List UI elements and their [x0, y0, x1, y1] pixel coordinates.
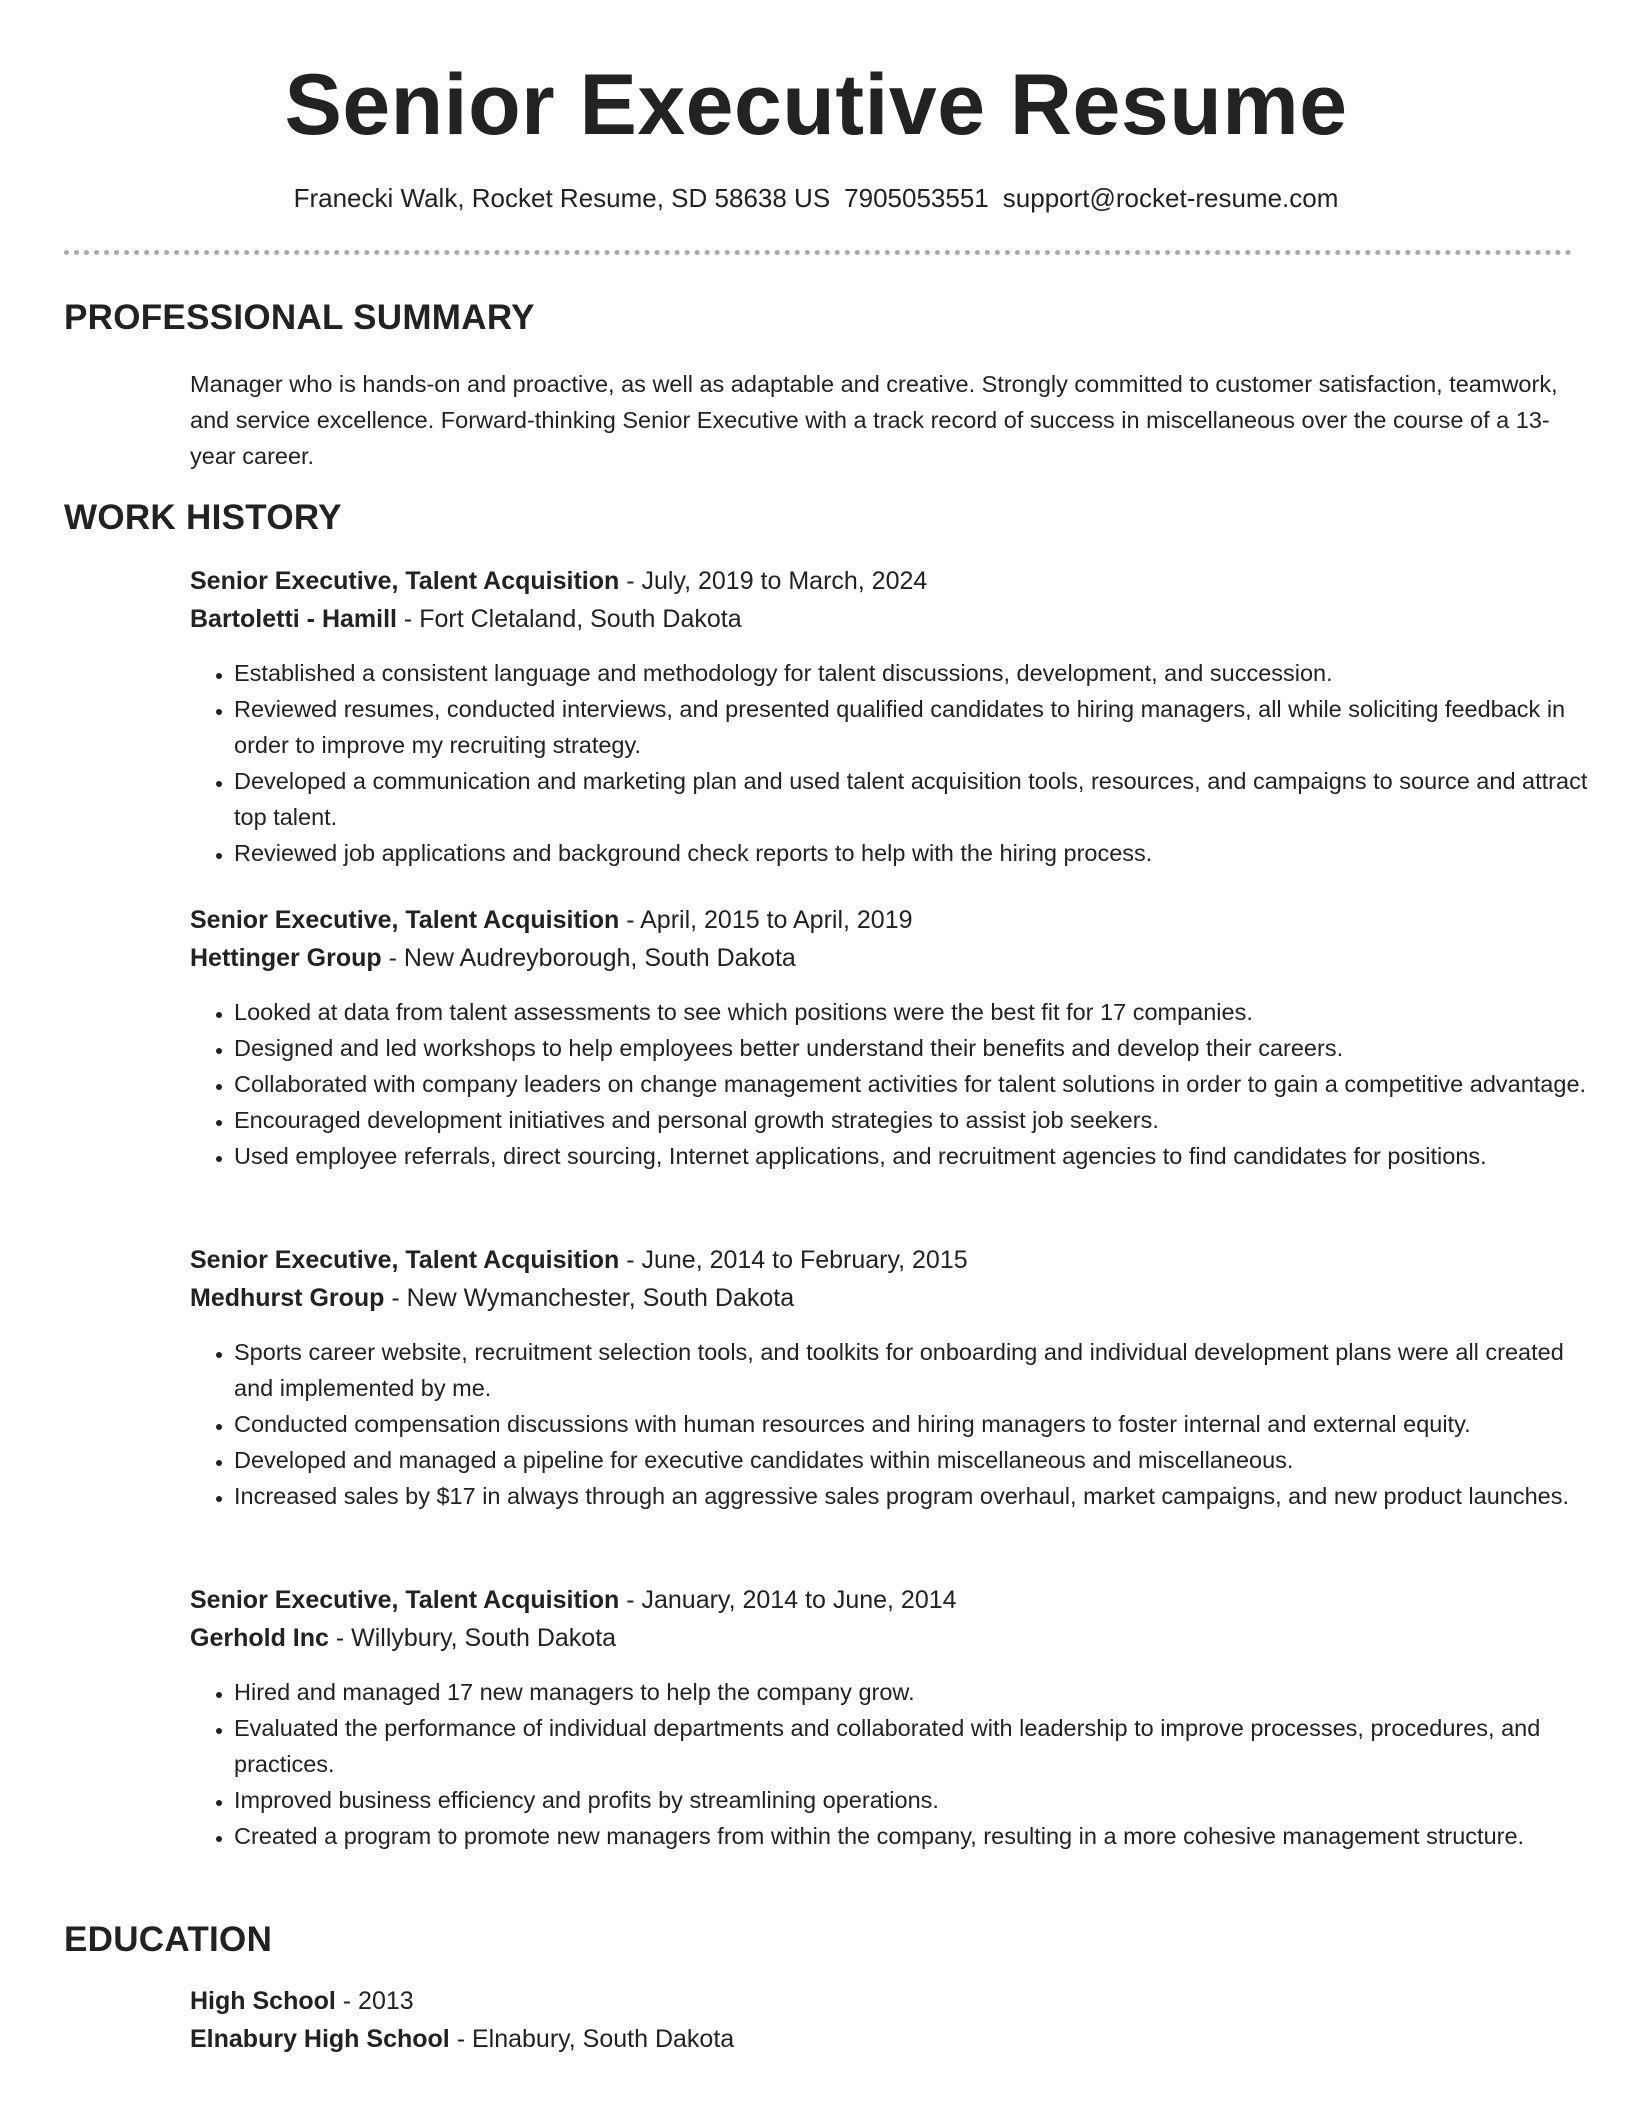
phone-text: 7905053551: [844, 183, 989, 213]
job-location: New Audreyborough, South Dakota: [403, 944, 796, 972]
job-bullet: • Reviewed resumes, conducted interviews, and presented qualified candidates to hiring managers, all while soliciting feedback in order to improve my recruiting strategy.: [234, 691, 1590, 763]
education-degree-line: High School - 2013: [190, 1987, 414, 2015]
job-bullet: • Used employee referrals, direct sourcing, Internet applications, and recruitment agencies to find candidates for positions.: [234, 1138, 1590, 1174]
job-bullet: • Conducted compensation discussions with human resources and hiring managers to foster internal and external equity.: [234, 1406, 1590, 1442]
job-dates: June, 2014 to February, 2015: [641, 1246, 968, 1274]
work-history-heading: WORK HISTORY: [64, 498, 342, 537]
job-dates: April, 2015 to April, 2019: [640, 906, 913, 934]
job-bullet: • Designed and led workshops to help employees better understand their benefits and develop their careers.: [234, 1030, 1590, 1066]
job-title-line: Senior Executive, Talent Acquisition - January, 2014 to June, 2014: [190, 1586, 957, 1614]
job-location: Fort Cletaland, South Dakota: [419, 605, 742, 633]
resume-title: Senior Executive Resume: [284, 57, 1348, 153]
job-role: Senior Executive, Talent Acquisition: [190, 1586, 620, 1614]
job-bullet: • Developed and managed a pipeline for executive candidates within miscellaneous and miscellaneous.: [234, 1442, 1590, 1478]
education-entry: [190, 1982, 1570, 2058]
contact-line: [0, 180, 1632, 216]
job-company: Medhurst Group: [190, 1284, 385, 1312]
job-bullet: • Created a program to promote new managers from within the company, resulting in a more cohesive management structure.: [234, 1818, 1590, 1854]
job-company-line: Hettinger Group - New Audreyborough, South Dakota: [190, 944, 796, 972]
job-bullets: [190, 1674, 1590, 1854]
job-bullet: • Collaborated with company leaders on change management activities for talent solutions in order to gain a competitive advantage.: [234, 1066, 1590, 1102]
job-company-line: Bartoletti - Hamill - Fort Cletaland, South Dakota: [190, 605, 742, 633]
job-bullet: • Reviewed job applications and background check reports to help with the hiring process.: [234, 835, 1590, 871]
job-title-line: Senior Executive, Talent Acquisition - April, 2015 to April, 2019: [190, 906, 913, 934]
job-entry: [190, 901, 1590, 1174]
job-location: New Wymanchester, South Dakota: [406, 1284, 795, 1312]
job-bullet: • Evaluated the performance of individual departments and collaborated with leadership to improve processes, procedures, and practices.: [234, 1710, 1590, 1782]
job-entry: [190, 562, 1590, 871]
job-role: Senior Executive, Talent Acquisition: [190, 906, 620, 934]
job-bullet: • Encouraged development initiatives and personal growth strategies to assist job seekers.: [234, 1102, 1590, 1138]
job-bullet: • Improved business efficiency and profits by streamlining operations.: [234, 1782, 1590, 1818]
job-company-line: Gerhold Inc - Willybury, South Dakota: [190, 1624, 617, 1652]
job-company-line: Medhurst Group - New Wymanchester, South Dakota: [190, 1284, 795, 1312]
header-divider: [64, 250, 1572, 255]
education-school-line: Elnabury High School - Elnabury, South Dakota: [190, 2025, 735, 2053]
job-title-line: Senior Executive, Talent Acquisition - June, 2014 to February, 2015: [190, 1246, 968, 1274]
summary-heading: PROFESSIONAL SUMMARY: [64, 298, 535, 337]
job-dates: July, 2019 to March, 2024: [641, 567, 928, 595]
job-company: Gerhold Inc: [190, 1624, 329, 1652]
summary-text: Manager who is hands-on and proactive, as well as adaptable and creative. Strongly committed to customer satisfaction, teamwork, and service excellence. Forward-thinking Senior Executive with a track record of success in miscellaneous over the course of a 13-year career.: [190, 371, 1558, 469]
job-entry: [190, 1241, 1590, 1514]
job-bullets: [190, 655, 1590, 871]
job-bullet: • Looked at data from talent assessments to see which positions were the best fit for 17 companies.: [234, 994, 1590, 1030]
job-bullet: • Hired and managed 17 new managers to help the company grow.: [234, 1674, 1590, 1710]
education-school: Elnabury High School: [190, 2025, 450, 2053]
job-bullet: • Established a consistent language and methodology for talent discussions, development, and succession.: [234, 655, 1590, 691]
job-bullet: • Increased sales by $17 in always through an aggressive sales program overhaul, market campaigns, and new product launches.: [234, 1478, 1590, 1514]
education-location: Elnabury, South Dakota: [471, 2025, 735, 2053]
education-heading: EDUCATION: [64, 1920, 273, 1959]
job-title-line: Senior Executive, Talent Acquisition - July, 2019 to March, 2024: [190, 567, 928, 595]
job-bullet: • Developed a communication and marketing plan and used talent acquisition tools, resources, and campaigns to source and attract top talent.: [234, 763, 1590, 835]
job-role: Senior Executive, Talent Acquisition: [190, 1246, 620, 1274]
job-dates: January, 2014 to June, 2014: [641, 1586, 957, 1614]
job-location: Willybury, South Dakota: [351, 1624, 617, 1652]
address-text: Franecki Walk, Rocket Resume, SD 58638 US: [293, 183, 831, 213]
job-company: Bartoletti - Hamill: [190, 605, 397, 633]
email-text: support@rocket-resume.com: [1002, 183, 1339, 213]
education-year: 2013: [358, 1987, 414, 2015]
job-bullet: • Sports career website, recruitment selection tools, and toolkits for onboarding and individual development plans were all created and implemented by me.: [234, 1334, 1590, 1406]
job-role: Senior Executive, Talent Acquisition: [190, 567, 620, 595]
job-bullets: [190, 1334, 1590, 1514]
education-degree: High School: [190, 1987, 336, 2015]
job-entry: [190, 1581, 1590, 1854]
job-bullets: [190, 994, 1590, 1174]
job-company: Hettinger Group: [190, 944, 382, 972]
